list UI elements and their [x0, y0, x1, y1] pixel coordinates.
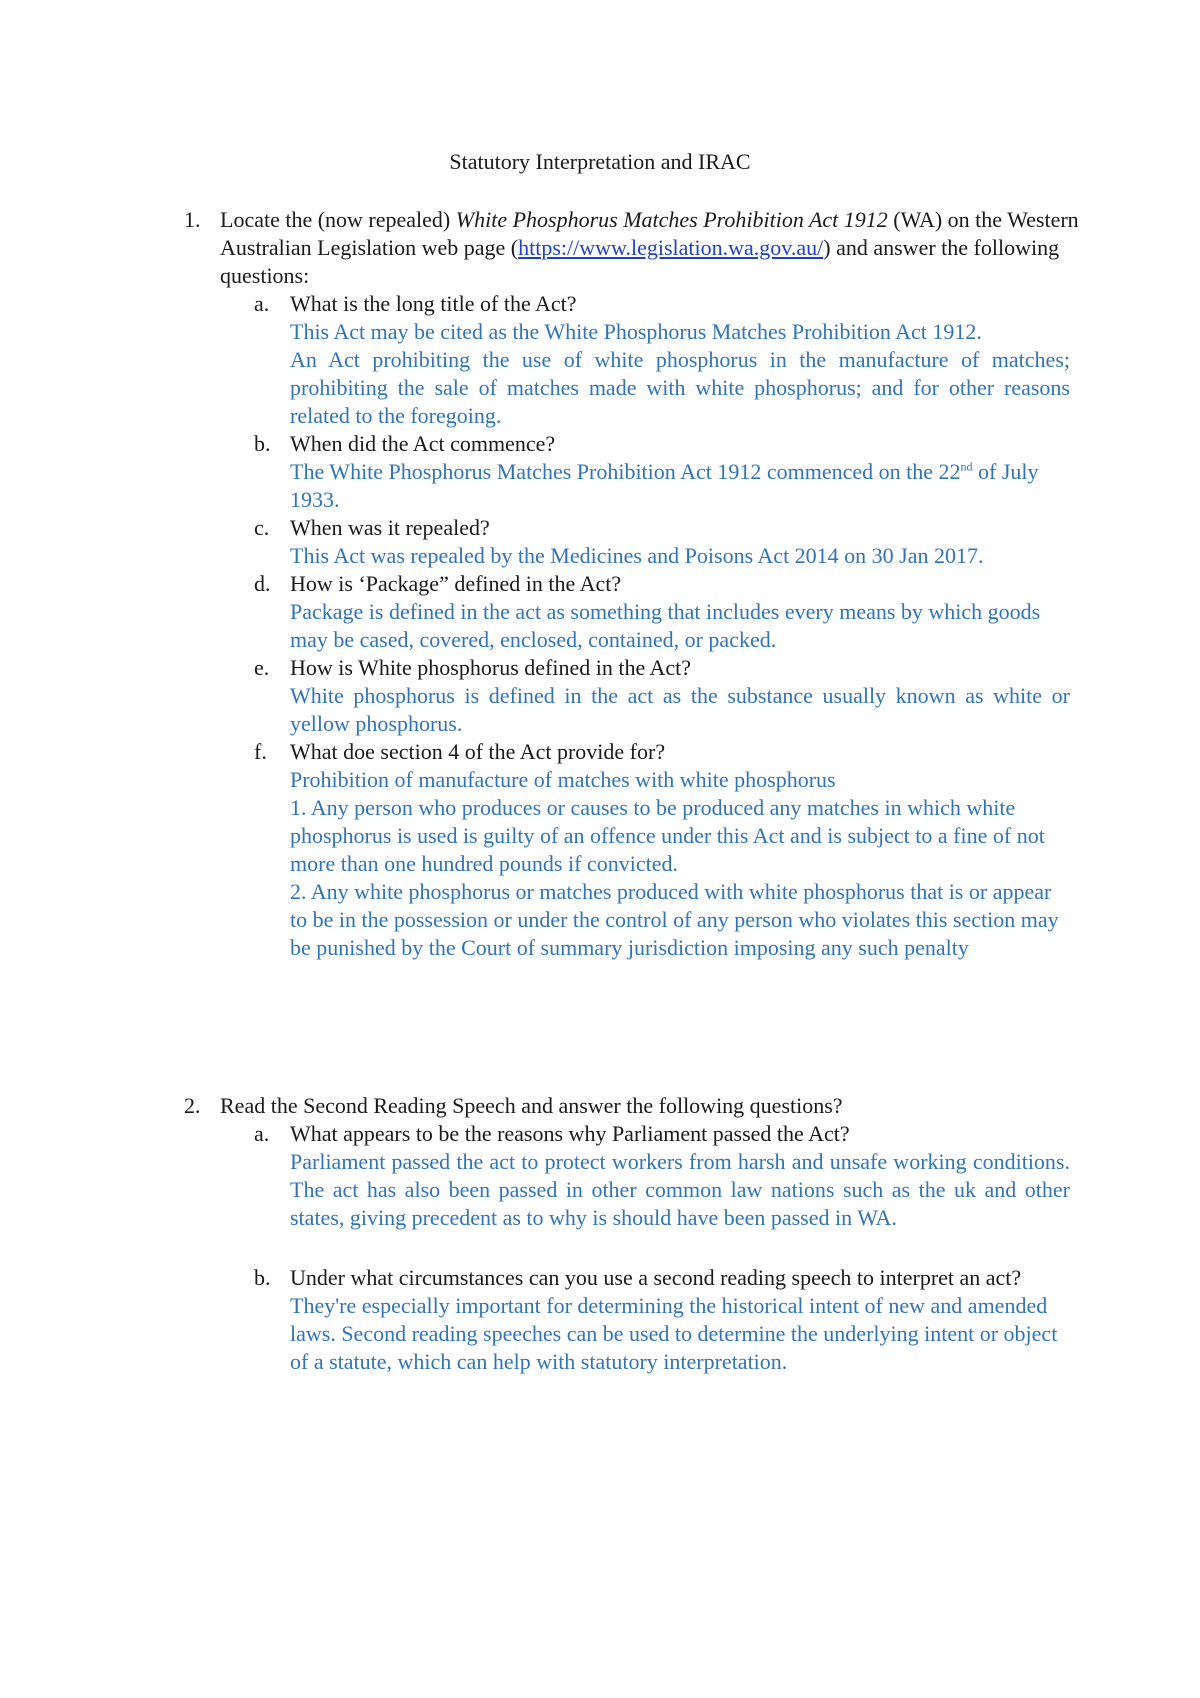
intro-text: (WA) on the Western Australian Legislation web page ( [220, 207, 1079, 260]
answer-text: Parliament passed the act to protect workers from harsh and unsafe working conditions. The act has also been passed in other common law nations such as the uk and other states, giving precedent as to why is should have been passed in WA. [290, 1149, 1070, 1230]
answer-text: White phosphorus is defined in the act as the substance usually known as white or yellow phosphorus. [290, 683, 1070, 736]
question-2 [184, 1092, 1084, 1376]
sub-question-e [254, 654, 1084, 738]
sub-letter: a. [254, 1121, 270, 1146]
sub-letter: b. [254, 1265, 271, 1290]
answer-heading: Prohibition of manufacture of matches with white phosphorus [290, 767, 836, 792]
question-number: 1. [184, 207, 201, 232]
sub-letter: f. [254, 739, 267, 764]
sub-question-f [254, 738, 1084, 962]
question-1-intro [184, 206, 1084, 290]
answer-part: The White Phosphorus Matches Prohibition Act 1912 commenced on the 22 [290, 459, 961, 484]
sub-letter: e. [254, 655, 270, 680]
sub-letter: a. [254, 291, 270, 316]
sub-question-text: How is White phosphorus defined in the Act? [290, 655, 692, 680]
answer-text: This Act may be cited as the White Phosphorus Matches Prohibition Act 1912. [290, 319, 982, 344]
answer-part: of July 1933. [290, 459, 1039, 512]
legislation-link[interactable]: https://www.legislation.wa.gov.au/ [518, 235, 824, 260]
question-2-intro [184, 1092, 1084, 1120]
intro-text: ) and answer the following questions: [220, 235, 1060, 288]
sub-question-d [254, 570, 1084, 654]
answer-text: An Act prohibiting the use of white phosphorus in the manufacture of matches; prohibiting the sale of matches made with white phosphorus; and for other reasons related to the foregoing. [290, 347, 1070, 428]
ordinal-suffix: nd [960, 459, 973, 474]
sub-question-text: How is ‘Package” defined in the Act? [290, 571, 622, 596]
question-2-text: Read the Second Reading Speech and answer the following questions? [220, 1093, 843, 1118]
sub-question-text: What is the long title of the Act? [290, 291, 577, 316]
question-number: 2. [184, 1093, 201, 1118]
sub-question-text: What appears to be the reasons why Parliament passed the Act? [290, 1121, 850, 1146]
sub-letter: d. [254, 571, 271, 596]
sub-letter: b. [254, 431, 271, 456]
sub-question-text: Under what circumstances can you use a second reading speech to interpret an act? [290, 1265, 1022, 1290]
sub-letter: c. [254, 515, 270, 540]
sub-question-text: When did the Act commence? [290, 431, 556, 456]
sub-question-b [254, 430, 1084, 514]
answer-text: This Act was repealed by the Medicines and Poisons Act 2014 on 30 Jan 2017. [290, 543, 984, 568]
question-1 [184, 206, 1084, 962]
sub-question-text: When was it repealed? [290, 515, 490, 540]
act-name: White Phosphorus Matches Prohibition Act 1912 [455, 207, 888, 232]
page-title: Statutory Interpretation and IRAC [449, 149, 751, 174]
question-1-text [220, 206, 1080, 290]
sub-question-a [254, 1120, 1084, 1232]
intro-text: Locate the (now repealed) [220, 207, 456, 232]
sub-question-b [254, 1264, 1084, 1376]
answer-text: 2. Any white phosphorus or matches produced with white phosphorus that is or appear to be in the possession or under the control of any person who violates this section may be punished by the Court of summary jurisdiction imposing any such penalty [290, 879, 1059, 960]
answer-text: Package is defined in the act as something that includes every means by which goods may be cased, covered, enclosed, contained, or packed. [290, 599, 1041, 652]
sub-question-text: What doe section 4 of the Act provide for? [290, 739, 666, 764]
answer-text: They're especially important for determining the historical intent of new and amended laws. Second reading speeches can be used to determine the underlying intent or object of a statute, which can help with statutory interpretation. [290, 1293, 1058, 1374]
answer-text: 1. Any person who produces or causes to be produced any matches in which white phosphorus is used is guilty of an offence under this Act and is subject to a fine of not more than one hundred pounds if convicted. [290, 795, 1045, 876]
answer-text [290, 458, 1070, 514]
sub-question-a [254, 290, 1084, 430]
paragraph-gap [184, 1232, 1084, 1264]
sub-question-c [254, 514, 1084, 570]
